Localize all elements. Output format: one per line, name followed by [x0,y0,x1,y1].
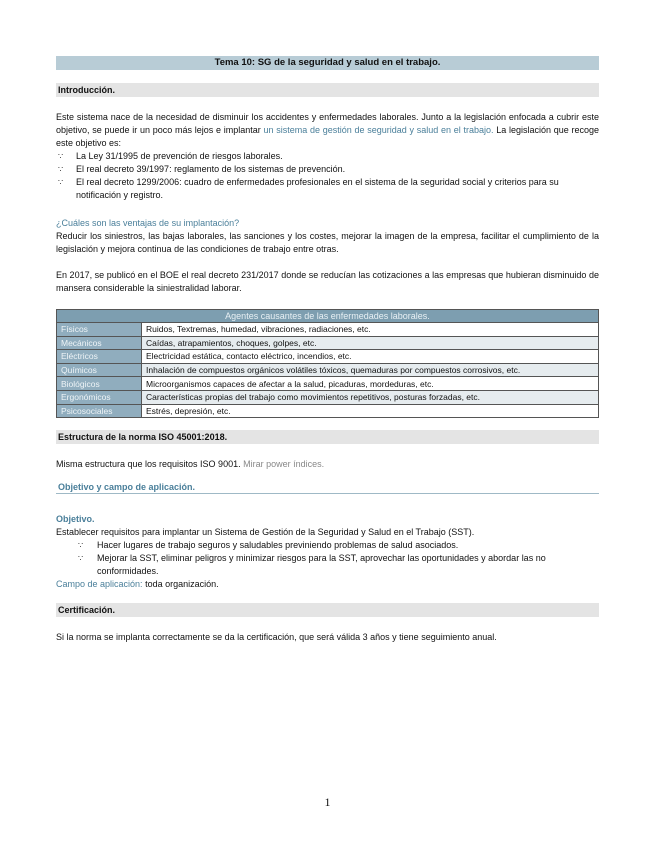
scope-text: toda organización. [142,579,219,589]
agents-table [56,309,599,418]
list-item: ∵ La Ley 31/1995 de prevención de riesgos laborales. [58,151,283,161]
bullet-icon: ∵ [78,554,84,563]
certification-text: Si la norma se implanta correctamente se da la certificación, que será válida 3 años y tiene seguimiento anual. [56,632,497,642]
advantages-question: ¿Cuáles son las ventajas de su implantación? [56,218,240,228]
list-item: ∵ Mejorar la SST, eliminar peligros y minimizar riesgos para la SST, aprovechar las oportunidades y abordar las no conformidades. [78,553,546,576]
section-heading-introduccion: Introducción. [56,83,599,97]
section-heading-certificacion: Certificación. [56,603,599,617]
bullet-icon: ∵ [58,152,64,161]
bullet-icon: ∵ [58,178,64,187]
rd-2017-paragraph: En 2017, se publicó en el BOE el real decreto 231/2017 donde se reducían las cotizaciones a las empresas que hubieran disminuido de mansera considerable la siniestralidad laborar. [56,270,599,293]
iso-paragraph [56,458,599,471]
table-row: Físicos Ruidos, Textremas, humedad, vibraciones, radiaciones, etc. [57,323,599,337]
advantages-text: Reducir los siniestros, las bajas laborales, las sanciones y los costes, mejorar la imagen de la empresa, facilitar el cumplimiento de la legislación y mejora continua de las condiciones de trabajo entre otras. [56,231,599,254]
scope-line [56,578,599,591]
iso-note: Mirar power índices. [240,459,325,469]
table-row: Mecánicos Caídas, atrapamientos, choques, golpes, etc. [57,336,599,350]
objective-list [56,539,599,578]
table-row: Eléctricos Electricidad estática, contacto eléctrico, incendios, etc. [57,350,599,364]
section-heading-objetivo: Objetivo y campo de aplicación. [56,480,599,494]
advantages-block [56,217,599,256]
bullet-icon: ∵ [78,541,84,550]
iso-text: Misma estructura que los requisitos ISO 9001. [56,459,241,469]
table-row: Psicosociales Estrés, depresión, etc. [57,404,599,418]
objective-block [56,513,599,591]
table-row: Biológicos Microorganismos capaces de afectar a la salud, picaduras, mordeduras, etc. [57,377,599,391]
agents-table-header: Agentes causantes de las enfermedades laborales. [57,310,599,323]
table-row: Químicos Inhalación de compuestos orgánicos volátiles tóxicos, quemaduras por compuestos corrosivos, etc. [57,363,599,377]
objective-text: Establecer requisitos para implantar un Sistema de Gestión de la Seguridad y Salud en el Trabajo (SST). [56,527,475,537]
intro-paragraph [56,111,599,150]
intro-text-b: La legislación que recoge este objetivo es: [56,125,599,148]
page-number: 1 [324,795,331,809]
table-row: Ergonómicos Características propias del trabajo como movimientos repetitivos, posturas forzadas, etc. [57,390,599,404]
objective-subheading: Objetivo. [56,514,95,524]
sgsst-link[interactable]: un sistema de gestión de seguridad y salud en el trabajo. [263,125,494,135]
section-heading-iso: Estructura de la norma ISO 45001:2018. [56,430,599,444]
intro-text-a: Este sistema nace de la necesidad de disminuir los accidentes y enfermedades laborales. Junto a la legislación enfocada a cubrir este objetivo, se puede ir un poco más lejos e implantar [56,112,599,135]
laws-list [56,150,599,202]
document-title: Tema 10: SG de la seguridad y salud en el trabajo. [56,56,599,70]
bullet-icon: ∵ [58,165,64,174]
list-item: ∵ Hacer lugares de trabajo seguros y saludables previniendo problemas de salud asociados. [78,540,459,550]
intro-block [56,111,599,202]
list-item: ∵ El real decreto 1299/2006: cuadro de enfermedades profesionales en el sistema de la seguridad social y criterios para su notificación y registro. [58,177,559,200]
scope-label: Campo de aplicación: [56,579,143,589]
list-item: ∵ El real decreto 39/1997: reglamento de los sistemas de prevención. [58,164,346,174]
